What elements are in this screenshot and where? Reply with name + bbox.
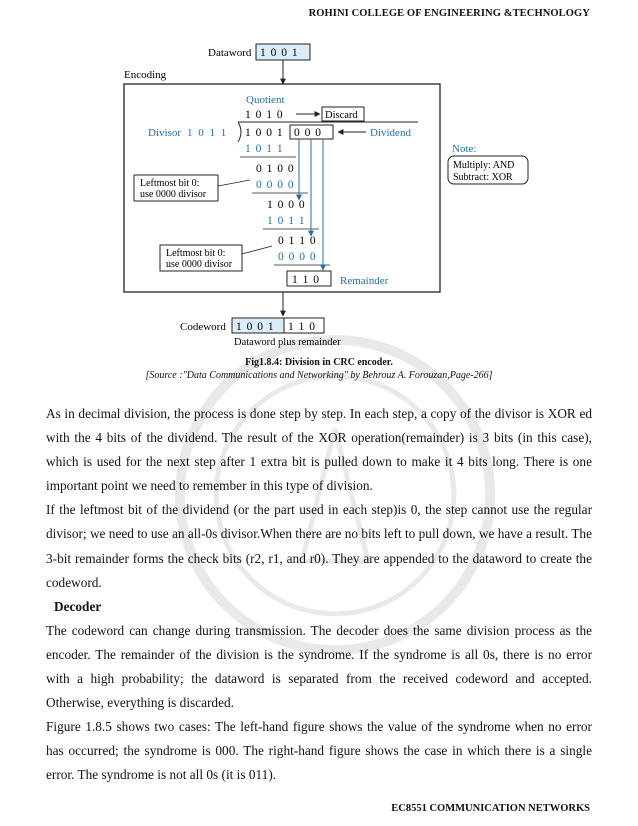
- step-row-6: 0 1 1 0: [278, 235, 317, 247]
- paragraph-4: Figure 1.8.5 shows two cases: The left-hand figure shows the value of the syndrome when no error has occurred; the syndrome is 000. The right-hand figure shows the case in which there is a single error. The syndrome is not all 0s (it is 011).: [46, 719, 592, 783]
- note2-pointer: [242, 246, 272, 254]
- paragraph-1: As in decimal division, the process is done step by step. In each step, a copy of the divisor is XOR ed with the 4 bits of the dividend. The result of the XOR operation(remainder) is 3 bits (in this case), which is used for the next step after 1 extra bit is pulled down to make it 4 bits long. There is one important point we need to remember in this type of division.: [46, 406, 592, 494]
- page-footer: EC8551 COMMUNICATION NETWORKS: [391, 803, 590, 814]
- dataword-bits: 1 0 0 1: [260, 47, 299, 59]
- remainder-bits: 1 1 0: [292, 274, 320, 286]
- remainder-label: Remainder: [340, 275, 389, 287]
- divisor-label: Divisor: [148, 127, 181, 139]
- codeword-bits-a: 1 0 0 1: [236, 321, 275, 333]
- codeword-bits-b: 1 1 0: [288, 321, 316, 333]
- step-row-1: 1 0 1 1: [245, 143, 284, 155]
- crc-encoder-figure: [0, 0, 638, 360]
- discard-label: Discard: [325, 110, 358, 121]
- quotient-label: Quotient: [246, 94, 285, 106]
- decoder-heading: Decoder: [54, 598, 102, 614]
- dataword-label: Dataword: [208, 47, 252, 59]
- figure-caption: Fig1.8.4: Division in CRC encoder.: [245, 357, 393, 368]
- step-row-7: 0 0 0 0: [278, 251, 317, 263]
- codeword-sub: Dataword plus remainder: [234, 337, 341, 348]
- step-row-5: 1 0 1 1: [267, 215, 306, 227]
- step-row-3: 0 0 0 0: [256, 179, 295, 191]
- dividend-bits-b: 0 0 0: [294, 127, 322, 139]
- note2-line1: Leftmost bit 0:: [166, 248, 226, 259]
- note1-line2: use 0000 divisor: [140, 189, 207, 200]
- divisor-bits: 1 0 1 1: [187, 127, 228, 139]
- paragraph-2: If the leftmost bit of the dividend (or the part used in each step)is 0, the step cannot use the regular divisor; we need to use an all-0s divisor.When there are no bits left to pull down, we have a result. The 3-bit remainder forms the check bits (r2, r1, and r0). They are appended to the dataword to create the codeword.: [46, 502, 592, 590]
- paragraph-3: The codeword can change during transmission. The decoder does the same division process as the encoder. The remainder of the division is the syndrome. If the syndrome is all 0s, there is no error with a high probability; the dataword is separated from the received codeword and accepted. Otherwise, everything is discarded.: [46, 622, 592, 711]
- dividend-label: Dividend: [370, 127, 411, 139]
- body-text: [46, 402, 592, 788]
- note2-line2: use 0000 divisor: [166, 259, 233, 270]
- codeword-label: Codeword: [180, 321, 226, 333]
- step-row-2: 0 1 0 0: [256, 163, 295, 175]
- note-line1: Multiply: AND: [453, 160, 515, 171]
- note-line2: Subtract: XOR: [453, 172, 513, 183]
- note-title: Note:: [452, 143, 477, 155]
- figure-source: [Source :"Data Communications and Networking" by Behrouz A. Forouzan,Page-266]: [145, 370, 493, 381]
- quotient-bits: 1 0 1 0: [245, 109, 284, 121]
- note1-line1: Leftmost bit 0:: [140, 178, 200, 189]
- page-header: ROHINI COLLEGE OF ENGINEERING &TECHNOLOGY: [308, 8, 590, 19]
- encoding-label: Encoding: [124, 69, 167, 81]
- step-row-4: 1 0 0 0: [267, 199, 306, 211]
- dividend-bits-a: 1 0 0 1: [245, 127, 284, 139]
- note1-pointer: [218, 180, 250, 186]
